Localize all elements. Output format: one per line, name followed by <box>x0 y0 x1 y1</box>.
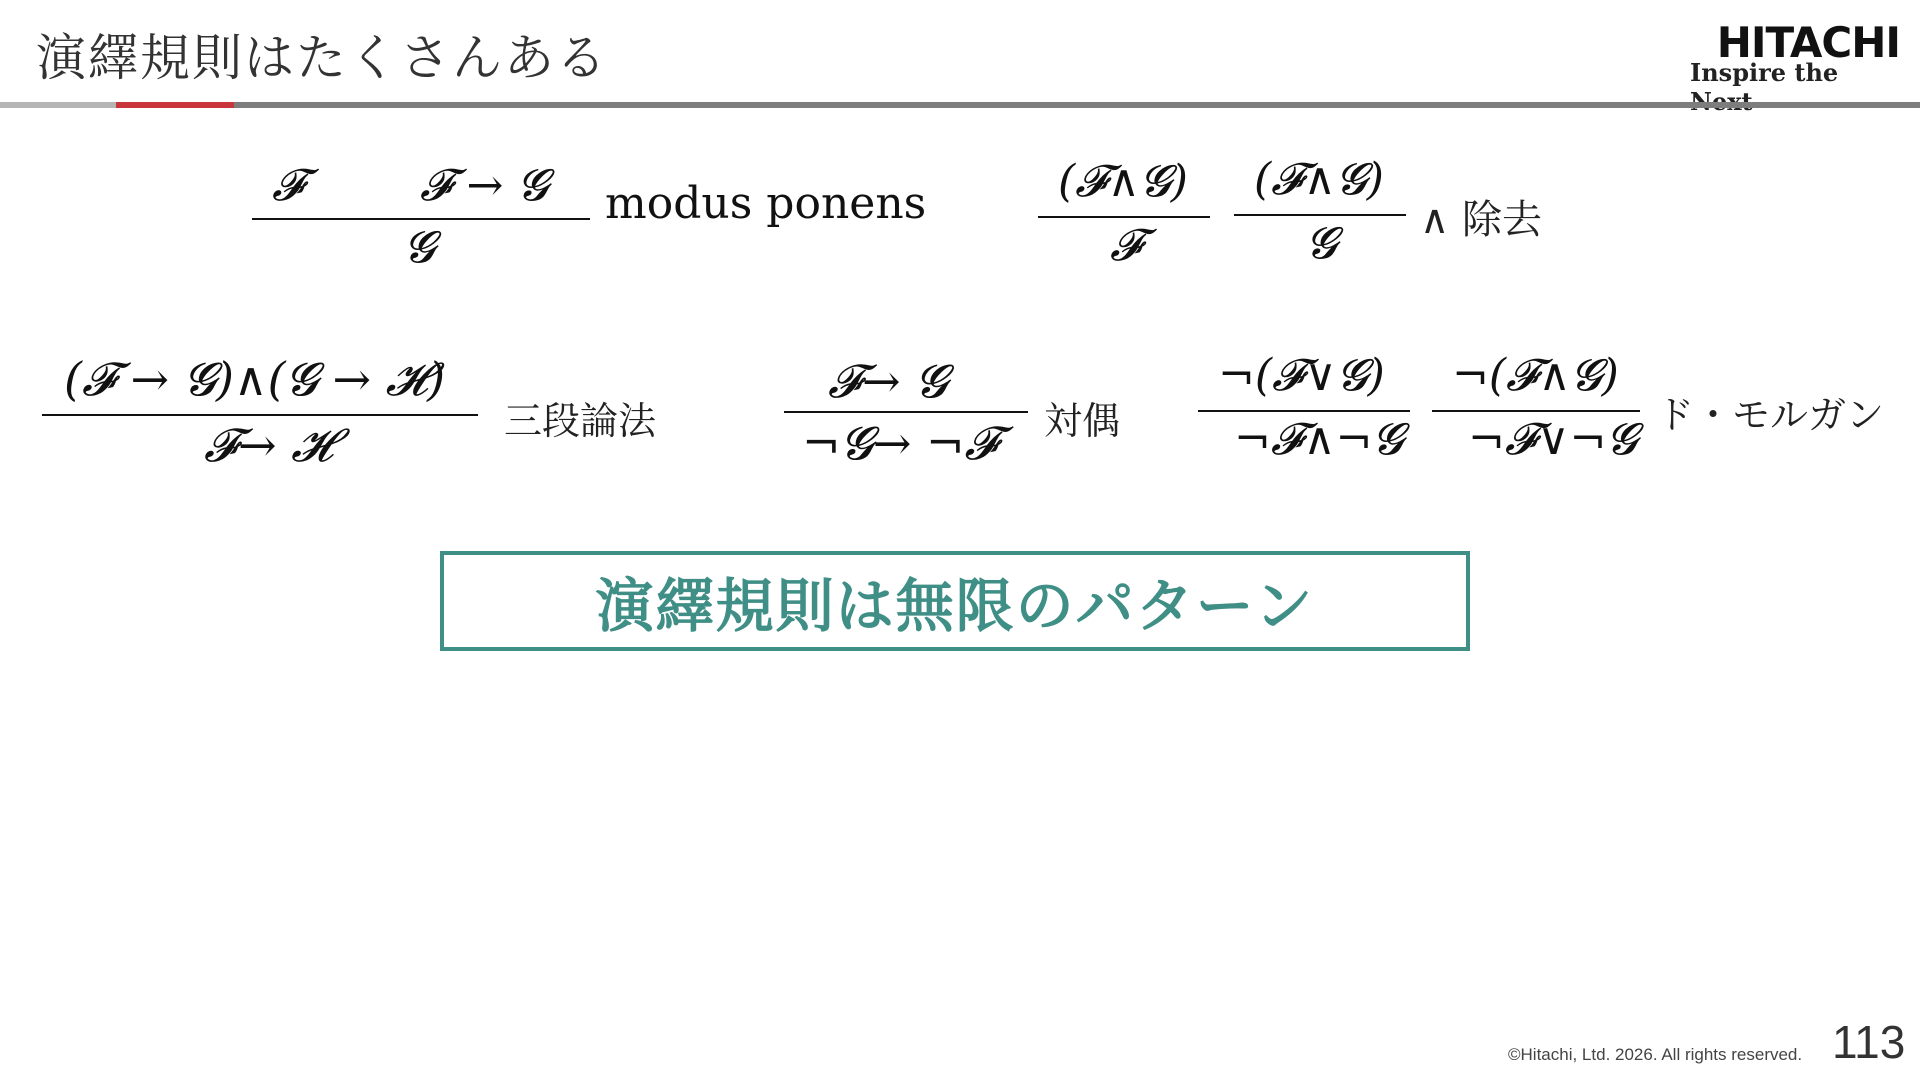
numerator: (𝓕 → 𝓖)∧(𝓖 → 𝓗) <box>64 352 446 406</box>
numerator: 𝓕→ 𝓖 <box>828 354 948 408</box>
left-numerator: (𝓕∧𝓖) <box>1058 156 1188 207</box>
header-rule-light <box>0 102 116 108</box>
premise-1: 𝓕 <box>272 160 305 211</box>
right-numerator: (𝓕∧𝓖) <box>1254 154 1384 205</box>
rule-label: modus ponens <box>605 178 927 229</box>
header-rule-accent <box>116 102 234 108</box>
fraction-bar-right <box>1234 214 1406 216</box>
left-denominator: ¬𝓕∧¬𝓖 <box>1234 414 1404 465</box>
rule-label: 対偶 <box>1044 399 1121 443</box>
callout-box <box>440 551 1470 651</box>
right-denominator: 𝓖 <box>1306 218 1337 269</box>
fraction-bar-left <box>1198 410 1410 412</box>
conclusion: 𝓖 <box>404 222 435 273</box>
rule-label: 三段論法 <box>504 399 657 443</box>
fraction-bar-left <box>1038 216 1210 218</box>
logo-tagline: Inspire the <box>1690 58 1839 87</box>
left-denominator: 𝓕 <box>1110 220 1143 271</box>
slide-title: 演繹規則はたくさんある <box>36 29 608 87</box>
rule-label: ド・モルガン <box>1656 393 1885 437</box>
right-numerator: ¬(𝓕∧𝓖) <box>1452 350 1619 401</box>
logo-brand: HITACHI <box>1716 18 1900 67</box>
denominator: ¬𝓖→ ¬𝓕 <box>802 416 999 470</box>
left-numerator: ¬(𝓕∨𝓖) <box>1218 350 1385 401</box>
copyright-text: ©Hitachi, Ltd. 2026. All rights reserved. <box>1508 1045 1803 1064</box>
fraction-bar <box>252 218 590 220</box>
page-number: 113 <box>1832 1016 1906 1068</box>
right-denominator: ¬𝓕∨¬𝓖 <box>1468 414 1638 465</box>
fraction-bar <box>784 411 1028 413</box>
denominator: 𝓕→ 𝓗 <box>204 418 333 472</box>
rule-label: ∧ 除去 <box>1420 197 1542 243</box>
fraction-bar <box>42 414 478 416</box>
premise-2: 𝓕 → 𝓖 <box>420 160 549 211</box>
callout-text: 演繹規則は無限のパターン <box>595 572 1315 640</box>
header-rule-gray <box>0 102 1920 108</box>
fraction-bar-right <box>1432 410 1640 412</box>
